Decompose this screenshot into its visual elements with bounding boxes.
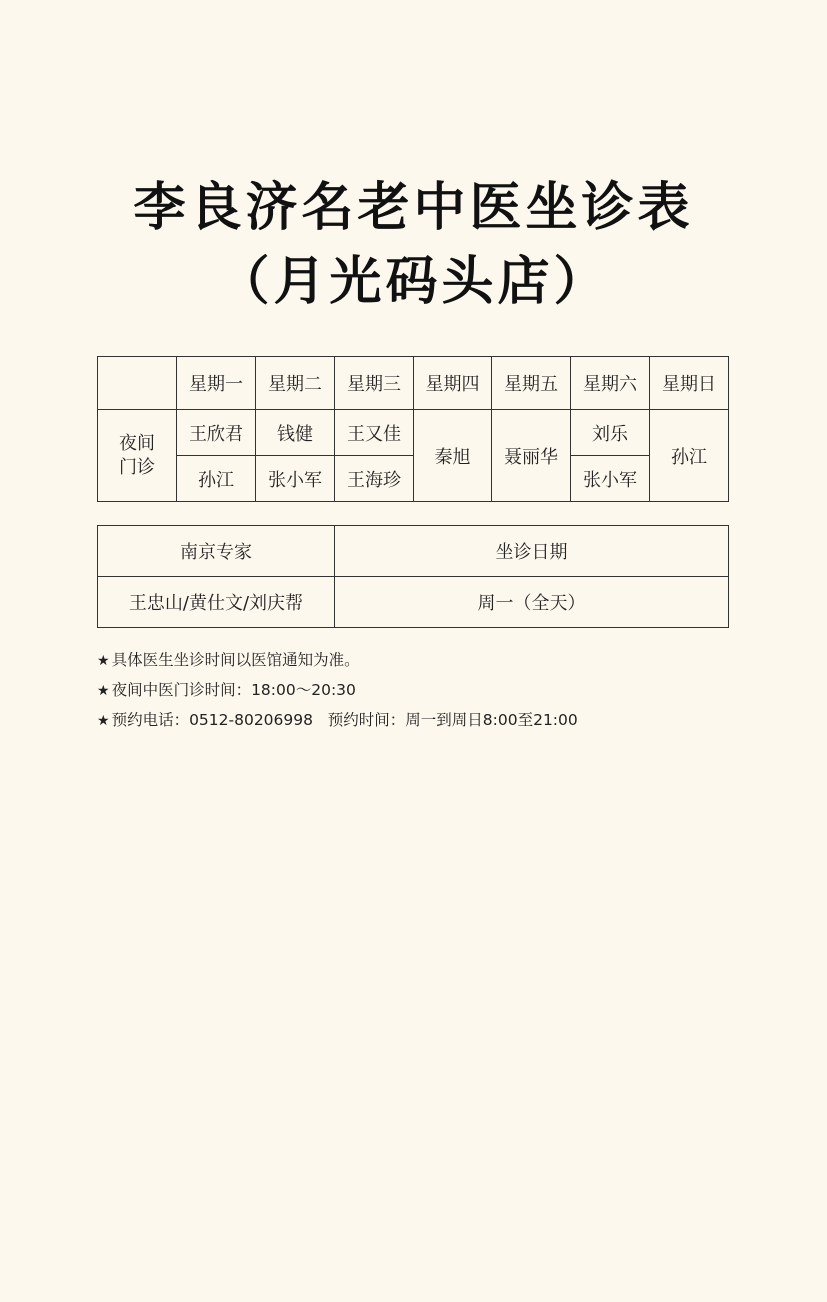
star-icon: ★ — [97, 653, 110, 669]
note-item — [97, 648, 578, 678]
day-header-mon: 星期一 — [177, 357, 256, 410]
notes-list — [97, 648, 578, 738]
experts-header-row — [98, 526, 729, 577]
schedule-table — [97, 356, 729, 502]
expert-date: 周一（全天） — [335, 577, 729, 628]
doctor-cell: 王海珍 — [335, 456, 414, 502]
star-icon: ★ — [97, 683, 110, 699]
note-item — [97, 708, 578, 738]
row-label-night-clinic — [98, 410, 177, 502]
doctor-cell: 王又佳 — [335, 410, 414, 456]
table-row — [98, 410, 729, 456]
row-label-line1: 夜间 — [119, 432, 155, 454]
day-header-tue: 星期二 — [256, 357, 335, 410]
schedule-header-row — [98, 357, 729, 410]
empty-corner-cell — [98, 357, 177, 410]
star-icon: ★ — [97, 713, 110, 729]
expert-names: 王忠山/黄仕文/刘庆帮 — [98, 577, 335, 628]
experts-header-date: 坐诊日期 — [335, 526, 729, 577]
day-header-sat: 星期六 — [571, 357, 650, 410]
doctor-cell: 张小军 — [256, 456, 335, 502]
doctor-cell: 刘乐 — [571, 410, 650, 456]
table-row — [98, 456, 729, 502]
note-item — [97, 678, 578, 708]
note-text: 夜间中医门诊时间：18:00～20:30 — [111, 681, 356, 699]
doctor-cell: 孙江 — [177, 456, 256, 502]
day-header-wed: 星期三 — [335, 357, 414, 410]
doctor-cell: 秦旭 — [414, 410, 492, 502]
page-title: 李良济名老中医坐诊表 — [133, 177, 694, 238]
doctor-cell: 王欣君 — [177, 410, 256, 456]
doctor-cell: 聂丽华 — [492, 410, 571, 502]
experts-table — [97, 525, 729, 628]
doctor-cell: 孙江 — [650, 410, 729, 502]
note-text: 预约电话：0512-80206998 预约时间：周一到周日8:00至21:00 — [111, 711, 578, 729]
doctor-cell: 张小军 — [571, 456, 650, 502]
note-text: 具体医生坐诊时间以医馆通知为准。 — [111, 651, 360, 669]
page-subtitle: （月光码头店） — [217, 251, 610, 312]
doctor-cell: 钱健 — [256, 410, 335, 456]
experts-header-name: 南京专家 — [98, 526, 335, 577]
day-header-fri: 星期五 — [492, 357, 571, 410]
table-row — [98, 577, 729, 628]
day-header-sun: 星期日 — [650, 357, 729, 410]
row-label-line2: 门诊 — [119, 456, 155, 478]
day-header-thu: 星期四 — [414, 357, 492, 410]
